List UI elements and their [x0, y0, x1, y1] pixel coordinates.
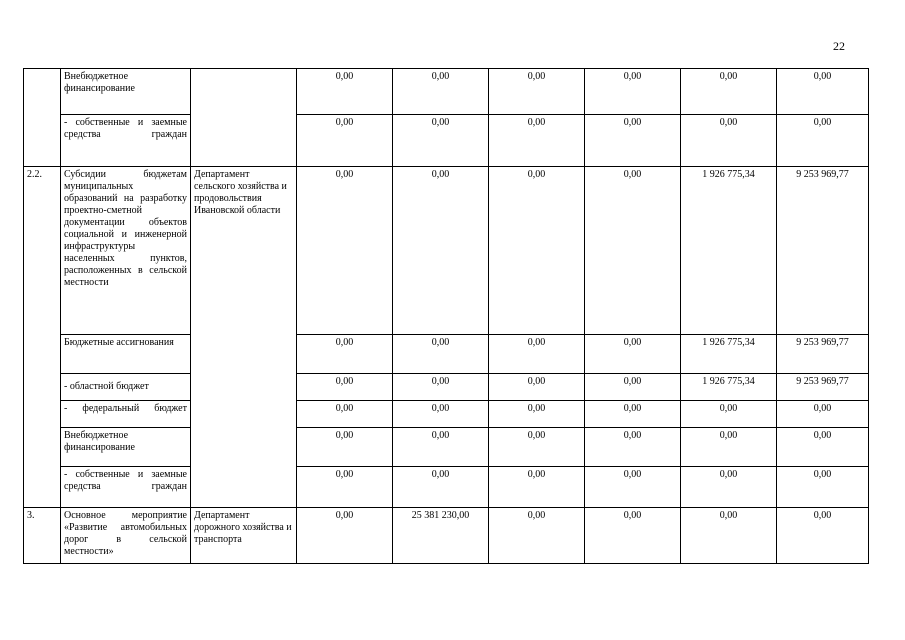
table-row: [24, 428, 869, 467]
value-cell: 0,00: [777, 508, 869, 564]
value-cell: 0,00: [393, 335, 489, 374]
index-cell: 3.: [24, 508, 61, 564]
description-cell: Внебюджетное финансирование: [61, 428, 191, 467]
value-cell: 9 253 969,77: [777, 374, 869, 401]
value-cell: 0,00: [393, 374, 489, 401]
budget-table: [23, 68, 869, 564]
value-cell: 0,00: [681, 401, 777, 428]
value-cell: 0,00: [393, 428, 489, 467]
table-row: [24, 69, 869, 115]
description-cell: Бюджетные ассигнования: [61, 335, 191, 374]
index-cell: 2.2.: [24, 167, 61, 508]
value-cell: 0,00: [681, 467, 777, 508]
value-cell: 0,00: [777, 428, 869, 467]
value-cell: 0,00: [585, 69, 681, 115]
value-cell: 1 926 775,34: [681, 167, 777, 335]
table-row: [24, 335, 869, 374]
value-cell: 0,00: [489, 401, 585, 428]
value-cell: 0,00: [297, 467, 393, 508]
description-cell: - собственные и заемные средства граждан: [61, 115, 191, 167]
table-row: [24, 467, 869, 508]
value-cell: 1 926 775,34: [681, 335, 777, 374]
value-cell: 0,00: [489, 69, 585, 115]
executor-cell: [191, 69, 297, 167]
description-cell: Основное мероприятие «Развитие автомобильных дорог в сельской местности»: [61, 508, 191, 564]
value-cell: 0,00: [393, 167, 489, 335]
value-cell: 9 253 969,77: [777, 167, 869, 335]
description-cell: Субсидии бюджетам муниципальных образований на разработку проектно-сметной документации объектов социальной и инженерной инфраструктуры населенных пунктов, расположенных в сельской местности: [61, 167, 191, 335]
table-row: [24, 508, 869, 564]
value-cell: 0,00: [489, 374, 585, 401]
value-cell: 0,00: [297, 167, 393, 335]
value-cell: 0,00: [681, 69, 777, 115]
value-cell: 0,00: [297, 508, 393, 564]
index-cell: [24, 69, 61, 167]
value-cell: 1 926 775,34: [681, 374, 777, 401]
description-cell: - федеральный бюджет: [61, 401, 191, 428]
value-cell: 0,00: [393, 467, 489, 508]
table-row: [24, 167, 869, 335]
executor-cell: Департамент сельского хозяйства и продовольствия Ивановской области: [191, 167, 297, 508]
value-cell: 0,00: [777, 401, 869, 428]
value-cell: 0,00: [681, 115, 777, 167]
value-cell: 0,00: [297, 374, 393, 401]
value-cell: 0,00: [297, 115, 393, 167]
value-cell: 0,00: [489, 115, 585, 167]
value-cell: 0,00: [585, 167, 681, 335]
value-cell: 0,00: [681, 428, 777, 467]
table-row: [24, 374, 869, 401]
value-cell: 0,00: [297, 335, 393, 374]
value-cell: 0,00: [585, 335, 681, 374]
value-cell: 0,00: [585, 374, 681, 401]
value-cell: 0,00: [393, 115, 489, 167]
value-cell: 0,00: [585, 508, 681, 564]
value-cell: 0,00: [297, 69, 393, 115]
value-cell: 25 381 230,00: [393, 508, 489, 564]
table-row: [24, 401, 869, 428]
value-cell: 0,00: [489, 167, 585, 335]
value-cell: 0,00: [777, 69, 869, 115]
value-cell: 0,00: [777, 115, 869, 167]
value-cell: 0,00: [585, 428, 681, 467]
value-cell: 0,00: [489, 508, 585, 564]
value-cell: 9 253 969,77: [777, 335, 869, 374]
value-cell: 0,00: [777, 467, 869, 508]
value-cell: 0,00: [681, 508, 777, 564]
value-cell: 0,00: [393, 69, 489, 115]
value-cell: 0,00: [585, 115, 681, 167]
description-cell: - собственные и заемные средства граждан: [61, 467, 191, 508]
value-cell: 0,00: [297, 428, 393, 467]
description-cell: - областной бюджет: [61, 374, 191, 401]
value-cell: 0,00: [585, 401, 681, 428]
description-cell: Внебюджетное финансирование: [61, 69, 191, 115]
page-number: 22: [833, 39, 845, 53]
table-row: [24, 115, 869, 167]
value-cell: 0,00: [585, 467, 681, 508]
executor-cell: Департамент дорожного хозяйства и транспорта: [191, 508, 297, 564]
value-cell: 0,00: [489, 428, 585, 467]
value-cell: 0,00: [297, 401, 393, 428]
value-cell: 0,00: [489, 335, 585, 374]
value-cell: 0,00: [489, 467, 585, 508]
value-cell: 0,00: [393, 401, 489, 428]
